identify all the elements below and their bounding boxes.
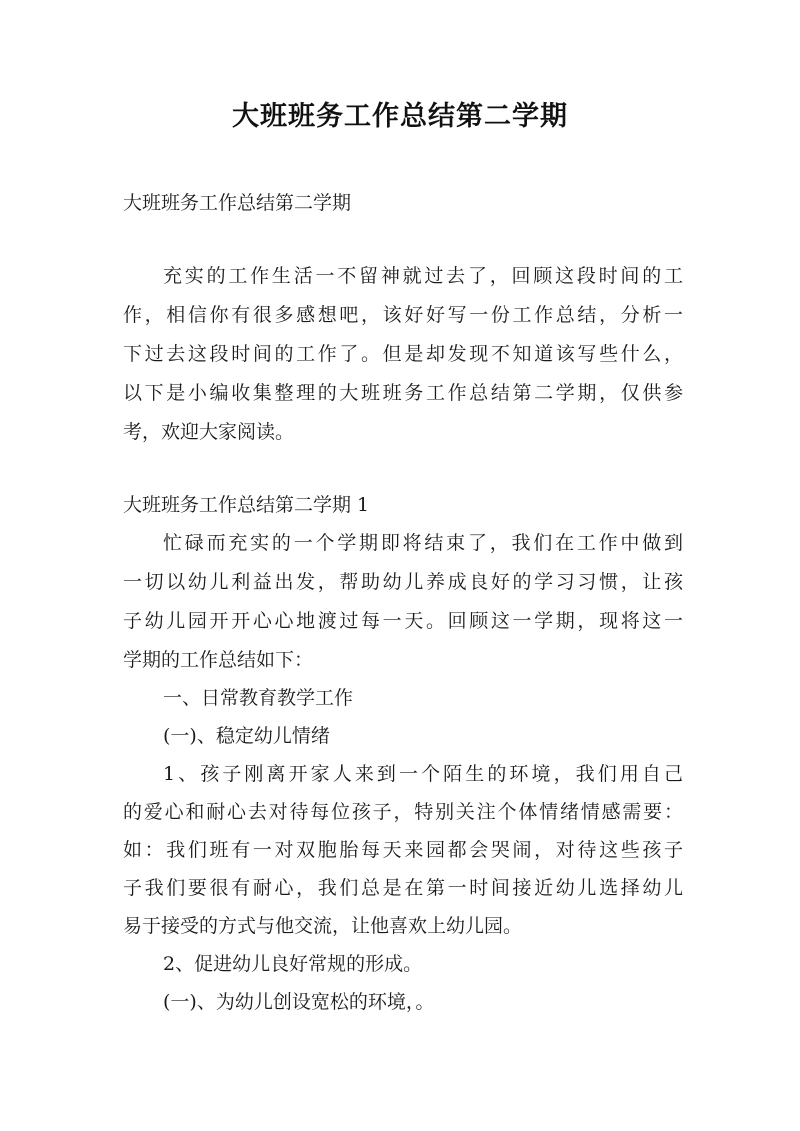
body-line: 子幼儿园开开心心地渡过每一天。回顾这一学期，现将这一	[123, 610, 683, 632]
body-line: 的爱心和耐心去对待每位孩子，特别关注个体情绪情感需要：	[123, 801, 683, 823]
intro-line: 下过去这段时间的工作了。但是却发现不知道该写些什么，	[123, 343, 683, 365]
body-line: 2、促进幼儿良好常规的形成。	[163, 953, 423, 975]
subheading-stabilize-emotions: (一)、稳定幼儿情绪	[163, 725, 330, 747]
body-line: 子我们要很有耐心，我们总是在第一时间接近幼儿选择幼儿	[123, 877, 683, 899]
document-subtitle: 大班班务工作总结第二学期	[123, 192, 352, 214]
body-line: 学期的工作总结如下：	[123, 649, 314, 671]
intro-line: 充实的工作生活一不留神就过去了，回顾这段时间的工	[163, 265, 683, 287]
body-line: 如：我们班有一对双胞胎每天来园都会哭闹，对待这些孩子	[123, 839, 683, 861]
body-line: 一切以幼儿利益出发，帮助幼儿养成良好的学习习惯，让孩	[123, 571, 683, 593]
subheading-daily-teaching: 一、日常教育教学工作	[163, 687, 354, 709]
body-line: (一)、为幼儿创设宽松的环境，。	[163, 991, 435, 1013]
document-title: 大班班务工作总结第二学期	[232, 101, 568, 132]
intro-line: 以下是小编收集整理的大班班务工作总结第二学期，仅供参	[123, 382, 683, 404]
body-line: 忙碌而充实的一个学期即将结束了，我们在工作中做到	[163, 532, 683, 554]
intro-line: 考，欢迎大家阅读。	[123, 421, 295, 443]
section-heading: 大班班务工作总结第二学期 1	[123, 494, 370, 516]
body-line: 1、孩子刚离开家人来到一个陌生的环境，我们用自己	[163, 763, 683, 785]
body-line: 易于接受的方式与他交流，让他喜欢上幼儿园。	[123, 915, 523, 937]
intro-line: 作，相信你有很多感想吧，该好好写一份工作总结，分析一	[123, 304, 683, 326]
